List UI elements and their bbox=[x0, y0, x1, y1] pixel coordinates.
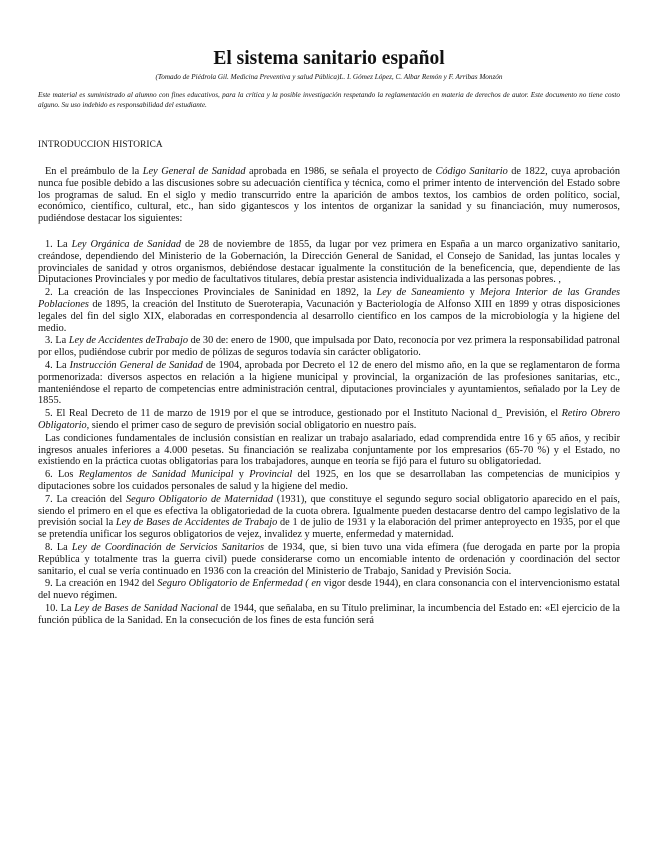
list-item-6: 6. Los Reglamentos de Sanidad Municipal y Provincial del 1925, en los que se desarrollaban las competencias de municipios y diputaciones sobre los cuidados personales de salud y la higiene del medio. bbox=[38, 469, 620, 492]
intro-paragraph: En el preámbulo de la Ley General de Sanidad aprobada en 1986, se señala el proyecto de Código Sanitario de 1822, cuya aprobación nunca fue posible debido a las discusiones sobre su adecuación científica y técnica, como el primer intento de intervención del Estado sobre los programas de salud. En el siglo y medio transcurrido entre la aparición de ambos textos, los cambios de orden político, social, económico, científico, cultural, etc., han sido gigantescos y los intentos de organizar la sanidad y su financiación, muy numerosos, pudiéndose destacar los siguientes: bbox=[38, 166, 620, 225]
copyright-disclaimer: Este material es suministrado al alumno con fines educativos, para la crítica y la posible investigación respetando la reglamentación en materia de derechos de autor. Este documento no tiene costo alguno. Su uso indebido es responsabilidad del estudiante. bbox=[38, 91, 620, 109]
list-item-5-detail: Las condiciones fundamentales de inclusión consistían en realizar un trabajo asalariado, edad comprendida entre 16 y 65 años, y recibir ingresos anuales inferiores a 4.000 pesetas. Su financiación se realizaba conjuntamente por los empresarios (65-70 %) y el Estado, no existiendo en la práctica cuotas obligatorias para los trabajadores, aunque en teoría se fijó para el futuro su obligatoriedad. bbox=[38, 432, 620, 468]
section-heading: INTRODUCCION HISTORICA bbox=[38, 140, 163, 150]
list-item-10: 10. La Ley de Bases de Sanidad Nacional de 1944, que señalaba, en su Título preliminar, la incumbencia del Estado en: «El ejercicio de la función pública de la Sanidad. En la consecución de los fines de esta función será bbox=[38, 602, 620, 626]
list-item-4: 4. La Instrucción General de Sanidad de 1904, aprobada por Decreto el 12 de enero del mismo año, en la que se reglamentaron de forma pormenorizada: diversos aspectos en relación a la higiene municipal y provincial, la organización de las profesiones sanitarias, etc., manteniéndose el reparto de competencias entre administración central, diputaciones provinciales y ayuntamientos, señalado por la Ley de 1855. bbox=[38, 359, 621, 407]
historical-list bbox=[38, 239, 620, 627]
document-source: (Tomado de Piédrola Gil. Medicina Preventiva y salud Pública)L. I. Gómez López, C. Albar Remón y F. Arribas Monzón bbox=[155, 73, 503, 81]
list-item-9: 9. La creación en 1942 del Seguro Obligatorio de Enfermedad ( en vigor desde 1944), en clara consonancia con el intervencionismo estatal del nuevo régimen. bbox=[38, 578, 620, 602]
list-item-3: 3. La Ley de Accidentes deTrabajo de 30 de: enero de 1900, que impulsada por Dato, reconocía por vez primera la responsabilidad patronal por ellos, pudiéndose cubrir por medio de pólizas de seguros todavía sin carácter obligatorio. bbox=[38, 335, 621, 359]
document-page bbox=[38, 48, 620, 626]
list-item-7: 7. La creación del Seguro Obligatorio de Maternidad (1931), que constituye el segundo seguro social obligatorio aparecido en el país, siendo el primero en el que es efectiva la obligatoriedad de la cuota obrera. Igualmente pueden destacarse dentro del campo legislativo de la previsión social la Ley de Bases de Accidentes de Trabajo de 1 de julio de 1931 y la elaboración del primer anteproyecto en 1935, por el que se pretendía unificar los seguros obligatorios de vejez, invalidez y muerte, enfermedad y maternidad. bbox=[38, 493, 620, 541]
list-item-1: 1. La Ley Orgánica de Sanidad de 28 de noviembre de 1855, da lugar por vez primera en España a un marco organizativo sanitario, creándose, dependiendo del Ministerio de la Gobernación, la Dirección General de Sanidad, el Consejo de Sanidad, las juntas locales y provinciales de sanidad y otros organismos, debiéndose destacar igualmente la constitución de la beneficencia, que, dependiente de las Diputaciones Provinciales y por medio de facultativos titulares, debía prestar asistencia individualizada a las personas pobres. , bbox=[38, 238, 620, 286]
document-title: El sistema sanitario español bbox=[213, 48, 445, 69]
list-item-2: 2. La creación de las Inspecciones Provinciales de Saninidad en 1892, la Ley de Saneamiento y Mejora Interior de las Grandes Poblaciones de 1895, la creación del Instituto de Sueroterapia, Vacunación y Bacteriología de Alfonso XIII en 1899 y otras disposiciones legales del fin del siglo XIX, elaboradas en correspondencia al desarrollo científico en los campos de la microbiología y la higiene del medio. bbox=[38, 287, 621, 334]
list-item-5: 5. El Real Decreto de 11 de marzo de 1919 por el que se introduce, gestionado por el Instituto Nacional d_ Previsión, el Retiro Obrero Obligatorio, siendo el primer caso de seguro de previsión social obligatorio en nuestro país. bbox=[38, 408, 620, 431]
list-item-8: 8. La Ley de Coordinación de Servicios Sanitarios de 1934, que, si bien tuvo una vida efímera (fue derogada en parte por la propia República y totalmente tras la guerra civil) puede considerarse como un encomiable intento de ordenación y coordinación del sector sanitario, el cual se vería continuado en 1936 con la creación del Ministerio de Trabajo, Sanidad y Previsión Socia. bbox=[38, 541, 620, 577]
